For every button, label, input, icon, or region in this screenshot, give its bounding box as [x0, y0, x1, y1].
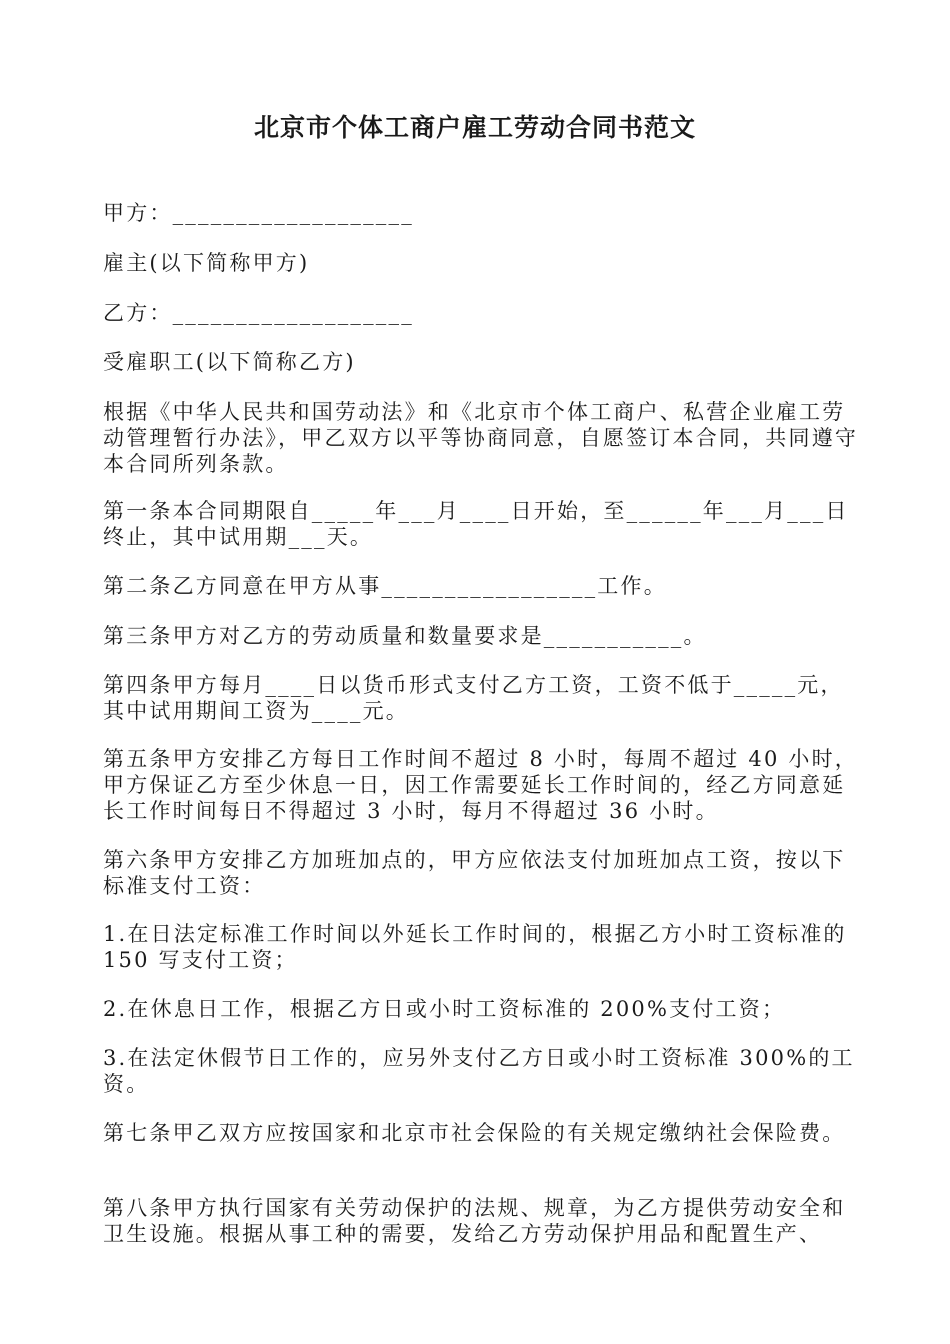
party-b-description: 受雇职工(以下简称乙方): [103, 350, 356, 374]
party-a-description: 雇主(以下简称甲方): [103, 251, 310, 275]
article-2: 第二条乙方同意在甲方从事_________________工作。: [103, 574, 667, 598]
article-7: 第七条甲乙双方应按国家和北京市社会保险的有关规定缴纳社会保险费。: [103, 1121, 846, 1145]
article-3: 第三条甲方对乙方的劳动质量和数量要求是___________。: [103, 624, 707, 648]
overtime-item-1: 1.在日法定标准工作时间以外延长工作时间的，根据乙方小时工资标准的 150 写支付工资；: [103, 922, 847, 972]
document-title: 北京市个体工商户雇工劳动合同书范文: [253, 113, 696, 142]
article-8: 第八条甲方执行国家有关劳动保护的法规、规章，为乙方提供劳动安全和卫生设施。根据从事工种的需要，发给乙方劳动保护用品和配置生产、: [103, 1196, 846, 1246]
article-1: 第一条本合同期限自_____年___月____日开始，至______年___月___日终止，其中试用期___天。: [103, 499, 849, 549]
overtime-item-3: 3.在法定休假节日工作的，应另外支付乙方日或小时工资标准 300%的工资。: [103, 1046, 855, 1096]
party-b-field: 乙方：___________________: [103, 301, 414, 325]
preamble-paragraph: 根据《中华人民共和国劳动法》和《北京市个体工商户、私营企业雇工劳动管理暂行办法》，甲乙双方以平等协商同意，自愿签订本合同，共同遵守本合同所列条款。: [103, 400, 859, 476]
article-5: 第五条甲方安排乙方每日工作时间不超过 8 小时，每周不超过 40 小时，甲方保证乙方至少休息一日，因工作需要延长工作时间的，经乙方同意延长工作时间每日不得超过 3 小时，每月不得超过 36 小时。: [103, 747, 858, 823]
article-6: 第六条甲方安排乙方加班加点的，甲方应依法支付加班加点工资，按以下标准支付工资：: [103, 848, 846, 898]
article-4: 第四条甲方每月____日以货币形式支付乙方工资，工资不低于_____元，其中试用期间工资为____元。: [103, 673, 844, 723]
party-a-field: 甲方：___________________: [103, 201, 414, 225]
overtime-item-2: 2.在休息日工作，根据乙方日或小时工资标准的 200%支付工资；: [103, 997, 786, 1021]
